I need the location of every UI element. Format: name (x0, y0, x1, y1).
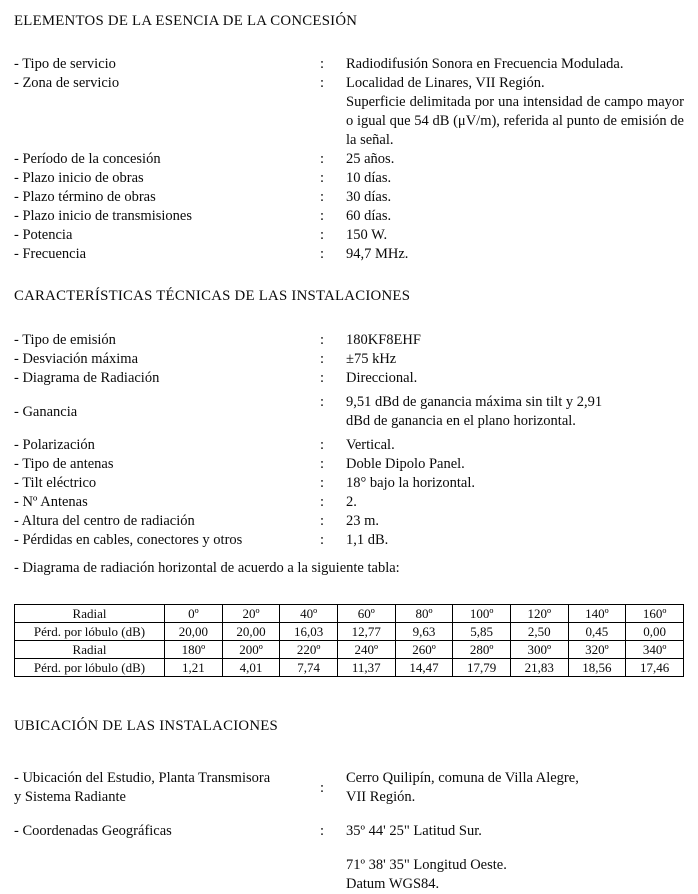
section-title-ubicacion: UBICACIÓN DE LAS INSTALACIONES (14, 718, 279, 734)
field-row (14, 531, 684, 550)
table-cell: 40º (280, 605, 338, 623)
table-cell: 0º (165, 605, 223, 623)
table-cell: 340º (626, 641, 684, 659)
field-row (14, 188, 684, 207)
field-row (14, 436, 684, 455)
field-label: - Coordenadas Geográficas (14, 823, 172, 839)
field-value: 18° bajo la horizontal. (346, 475, 476, 491)
field-row (14, 169, 684, 188)
field-row (14, 512, 684, 531)
table-cell: 0,45 (568, 623, 626, 641)
field-value (346, 822, 684, 894)
field-value: 2. (346, 494, 357, 510)
table-cell: 18,56 (568, 659, 626, 677)
field-label-line: y Sistema Radiante (14, 789, 126, 805)
table-cell: 180º (165, 641, 223, 659)
table-cell: 7,74 (280, 659, 338, 677)
field-row (14, 474, 684, 493)
field-value-line: 71º 38' 35" Longitud Oeste. (346, 857, 507, 873)
table-cell: 260º (395, 641, 453, 659)
field-value-line: 9,51 dBd de ganancia máxima sin tilt y 2,91 (346, 394, 603, 410)
field-colon: : (320, 370, 325, 386)
field-row (14, 74, 684, 93)
table-cell: 100º (453, 605, 511, 623)
field-row (14, 769, 684, 807)
field-label: - Ganancia (14, 403, 78, 420)
field-colon: : (320, 513, 325, 529)
field-value (346, 393, 684, 431)
table-cell: 20,00 (165, 623, 223, 641)
table-row-header: Radial (15, 605, 165, 623)
table-cell: 280º (453, 641, 511, 659)
field-label: - Tipo de servicio (14, 56, 116, 72)
field-row (14, 331, 684, 350)
field-label: - Nº Antenas (14, 494, 88, 510)
table-cell: 20,00 (222, 623, 280, 641)
field-row (14, 55, 684, 74)
table-cell: 11,37 (337, 659, 395, 677)
field-value-line: Datum WGS84. (346, 876, 440, 892)
table-cell: 240º (337, 641, 395, 659)
field-label: - Tipo de antenas (14, 456, 114, 472)
table-cell: 5,85 (453, 623, 511, 641)
field-row (14, 150, 684, 169)
table-cell: 0,00 (626, 623, 684, 641)
field-value: Radiodifusión Sonora en Frecuencia Modulada. (346, 56, 624, 72)
field-colon: : (320, 56, 325, 72)
field-value: Localidad de Linares, VII Región. (346, 75, 545, 91)
field-label: - Altura del centro de radiación (14, 513, 195, 529)
table-row-header: Pérd. por lóbulo (dB) (15, 659, 165, 677)
table-cell: 60º (337, 605, 395, 623)
table-cell: 2,50 (510, 623, 568, 641)
table-cell: 20º (222, 605, 280, 623)
field-row (14, 369, 684, 388)
field-label: - Frecuencia (14, 246, 87, 262)
table-cell: 220º (280, 641, 338, 659)
field-label: - Plazo término de obras (14, 189, 156, 205)
field-colon: : (320, 532, 325, 548)
table-row-header: Radial (15, 641, 165, 659)
field-row (14, 226, 684, 245)
field-colon: : (320, 208, 325, 224)
field-value: 94,7 MHz. (346, 246, 409, 262)
field-colon: : (320, 227, 325, 243)
field-colon: : (320, 823, 325, 839)
table-cell: 320º (568, 641, 626, 659)
field-value (346, 769, 684, 807)
field-label: - Tilt eléctrico (14, 475, 97, 491)
table-intro: - Diagrama de radiación horizontal de acuerdo a la siguiente tabla: (14, 560, 400, 576)
field-row (14, 207, 684, 226)
radiation-table (14, 604, 684, 677)
field-value: Vertical. (346, 437, 395, 453)
table-cell: 300º (510, 641, 568, 659)
field-value: 1,1 dB. (346, 532, 389, 548)
field-value-line: Cerro Quilipín, comuna de Villa Alegre, (346, 770, 579, 786)
table-row (15, 623, 684, 641)
field-label (14, 769, 320, 807)
table-cell: 140º (568, 605, 626, 623)
field-value: 60 días. (346, 208, 392, 224)
field-value-continuation: Superficie delimitada por una intensidad de campo mayor o igual que 54 dB (μV/m), referida al punto de emisión de la señal. (346, 94, 684, 148)
table-cell: 4,01 (222, 659, 280, 677)
field-row (14, 493, 684, 512)
field-value: 25 años. (346, 151, 395, 167)
table-cell: 9,63 (395, 623, 453, 641)
table-cell: 120º (510, 605, 568, 623)
field-colon: : (320, 475, 325, 491)
table-cell: 80º (395, 605, 453, 623)
field-value: 30 días. (346, 189, 392, 205)
field-label: - Período de la concesión (14, 151, 161, 167)
field-value: ±75 kHz (346, 351, 397, 367)
section-title-elementos: ELEMENTOS DE LA ESENCIA DE LA CONCESIÓN (14, 13, 358, 29)
field-colon: : (320, 170, 325, 186)
table-cell: 17,79 (453, 659, 511, 677)
field-value: 10 días. (346, 170, 392, 186)
field-label-line: - Ubicación del Estudio, Planta Transmisora (14, 770, 271, 786)
table-row-header: Pérd. por lóbulo (dB) (15, 623, 165, 641)
table-row (15, 659, 684, 677)
field-colon: : (320, 779, 325, 796)
field-label: - Plazo inicio de obras (14, 170, 144, 186)
table-cell: 21,83 (510, 659, 568, 677)
field-value-line: VII Región. (346, 789, 416, 805)
field-label: - Plazo inicio de transmisiones (14, 208, 192, 224)
table-cell: 200º (222, 641, 280, 659)
field-value: 150 W. (346, 227, 388, 243)
section-title-caracteristicas: CARACTERÍSTICAS TÉCNICAS DE LAS INSTALACIONES (14, 288, 411, 304)
table-cell: 1,21 (165, 659, 223, 677)
field-colon: : (320, 437, 325, 453)
field-value: 180KF8EHF (346, 332, 421, 348)
field-label: - Tipo de emisión (14, 332, 116, 348)
field-row (14, 245, 684, 264)
table-cell: 16,03 (280, 623, 338, 641)
table-row (15, 641, 684, 659)
table-cell: 17,46 (626, 659, 684, 677)
field-value-line: 35º 44' 25" Latitud Sur. (346, 823, 482, 839)
field-row (14, 350, 684, 369)
field-colon: : (320, 351, 325, 367)
table-cell: 160º (626, 605, 684, 623)
field-label: - Zona de servicio (14, 75, 120, 91)
field-value: 23 m. (346, 513, 380, 529)
field-label: - Potencia (14, 227, 73, 243)
field-colon: : (320, 456, 325, 472)
field-colon: : (320, 394, 325, 410)
field-label: - Polarización (14, 437, 95, 453)
field-row (14, 393, 684, 431)
table-row (15, 605, 684, 623)
field-row (14, 822, 684, 894)
field-colon: : (320, 151, 325, 167)
field-value: Direccional. (346, 370, 418, 386)
table-cell: 14,47 (395, 659, 453, 677)
field-colon: : (320, 75, 325, 91)
field-label: - Diagrama de Radiación (14, 370, 160, 386)
field-row (14, 455, 684, 474)
field-label: - Desviación máxima (14, 351, 139, 367)
field-colon: : (320, 246, 325, 262)
field-colon: : (320, 332, 325, 348)
field-colon: : (320, 494, 325, 510)
field-label: - Pérdidas en cables, conectores y otros (14, 532, 243, 548)
field-colon: : (320, 189, 325, 205)
table-cell: 12,77 (337, 623, 395, 641)
field-value-line: dBd de ganancia en el plano horizontal. (346, 413, 576, 429)
field-value: Doble Dipolo Panel. (346, 456, 465, 472)
